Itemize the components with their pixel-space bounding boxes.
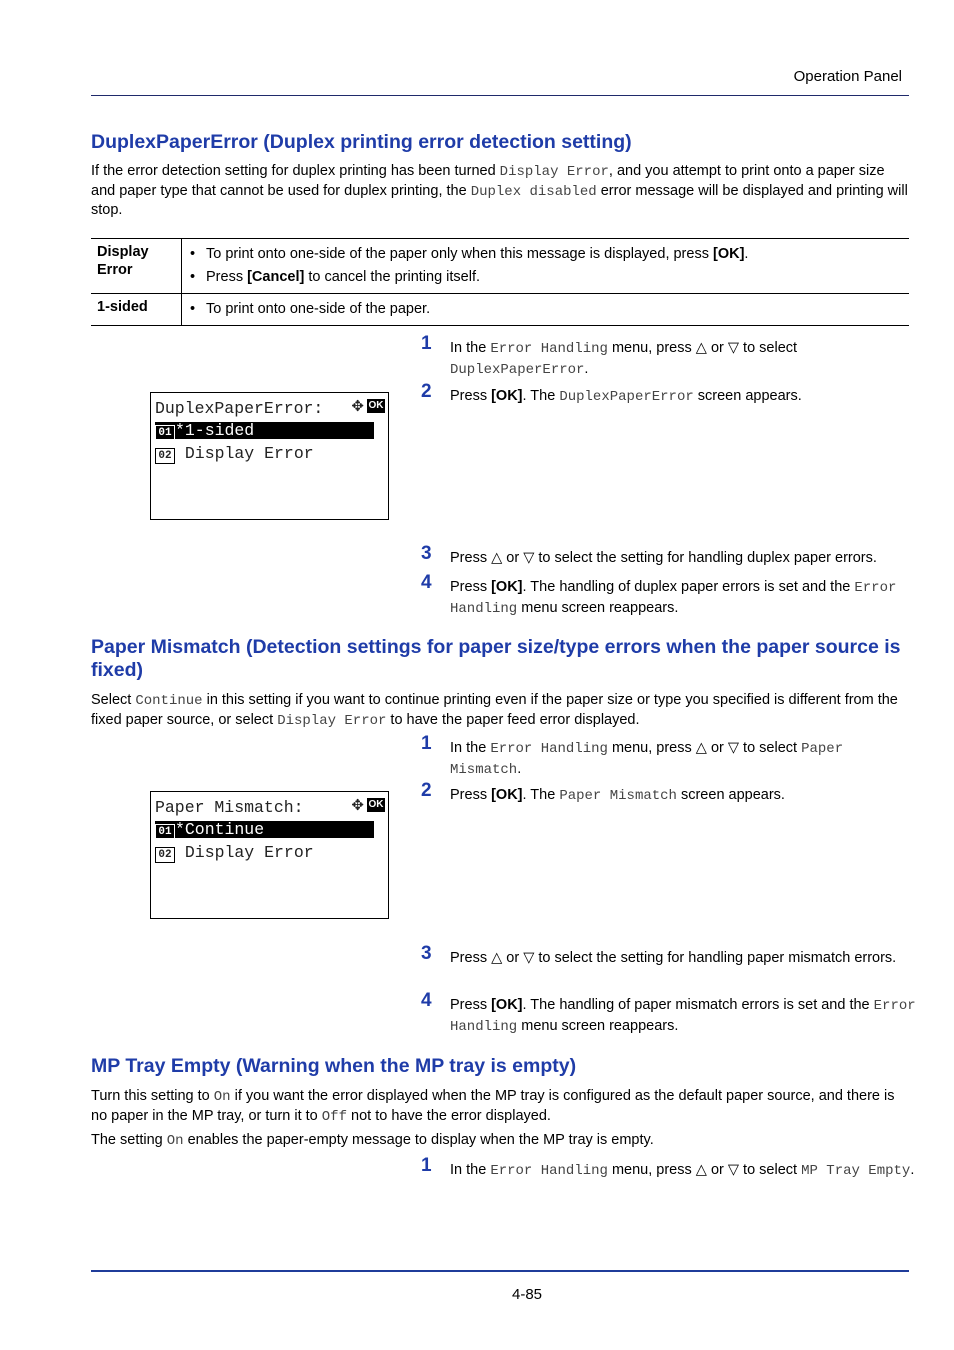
running-header: Operation Panel xyxy=(793,68,902,85)
option-table xyxy=(91,238,909,326)
step: 4 Press [OK]. The handling of duplex paper errors is set and the Error Handling menu screen reappears. xyxy=(421,572,897,617)
step: 1 In the Error Handling menu, press △ or ▽ to select Paper Mismatch. xyxy=(421,733,844,778)
intro-duplex: If the error detection setting for duplex printing has been turned Display Error, and you attempt to print onto a paper size and paper type that cannot be used for duplex printing, the Duplex disabled error message will be displayed and printing will stop. xyxy=(91,163,908,218)
lcd-title: Paper Mismatch: xyxy=(155,798,304,817)
lcd-title: DuplexPaperError: xyxy=(155,399,324,418)
note-mp-tray: The setting On enables the paper-empty message to display when the MP tray is empty. xyxy=(91,1132,654,1149)
list-item: • To print onto one-side of the paper only when this message is displayed, press [OK]. xyxy=(188,243,903,266)
lcd-option-1: 01 *Continue xyxy=(155,820,264,840)
list-item: • To print onto one-side of the paper. xyxy=(188,298,903,321)
lcd-option-1: 01 *1-sided xyxy=(155,421,254,441)
step: 2 Press [OK]. The DuplexPaperError screen appears. xyxy=(421,381,802,405)
step: 1 In the Error Handling menu, press △ or ▽ to select DuplexPaperError. xyxy=(421,333,798,378)
lcd-screen-paper-mismatch xyxy=(150,791,389,919)
ok-key-icon: OK xyxy=(368,400,384,411)
footer-rule xyxy=(91,1270,909,1272)
step: 2 Press [OK]. The Paper Mismatch screen appears. xyxy=(421,780,785,804)
header-rule xyxy=(91,95,909,96)
section-title-mp-tray: MP Tray Empty (Warning when the MP tray is empty) xyxy=(91,1055,577,1077)
intro-paper-mismatch: Select Continue in this setting if you want to continue printing even if the paper size or type you specified is different from the fixed paper source, or select Display Error to have the paper feed error displayed. xyxy=(91,692,898,729)
arrows-icon: ✥ xyxy=(351,798,364,815)
section-title-paper-mismatch: Paper Mismatch (Detection settings for paper size/type errors when the paper source is fixed) xyxy=(91,636,901,681)
option-key: Display Error xyxy=(91,239,182,294)
step: 3 Press △ or ▽ to select the setting for handling paper mismatch errors. xyxy=(421,943,897,966)
step: 3 Press △ or ▽ to select the setting for handling duplex paper errors. xyxy=(421,543,877,566)
arrows-icon: ✥ xyxy=(351,399,364,416)
lcd-option-2: 02 Display Error xyxy=(155,843,314,863)
intro-mp-tray: Turn this setting to On if you want the error displayed when the MP tray is configured as the default paper source, and there is no paper in the MP tray, or turn it to Off not to have the error displayed. xyxy=(91,1088,895,1125)
lcd-screen-duplex xyxy=(150,392,389,520)
table-row xyxy=(91,239,909,294)
section-title-duplex: DuplexPaperError (Duplex printing error detection setting) xyxy=(91,131,632,153)
list-item: • Press [Cancel] to cancel the printing itself. xyxy=(188,266,903,289)
page-number: 4-85 xyxy=(511,1286,543,1303)
lcd-option-2: 02 Display Error xyxy=(155,444,314,464)
step: 4 Press [OK]. The handling of paper mismatch errors is set and the Error Handling menu screen reappears. xyxy=(421,990,916,1035)
ok-key-icon: OK xyxy=(368,799,384,810)
table-row xyxy=(91,294,909,326)
step: 1 In the Error Handling menu, press △ or ▽ to select MP Tray Empty. xyxy=(421,1155,915,1179)
option-desc xyxy=(182,294,910,326)
option-key: 1-sided xyxy=(91,294,182,326)
option-desc xyxy=(182,239,910,294)
